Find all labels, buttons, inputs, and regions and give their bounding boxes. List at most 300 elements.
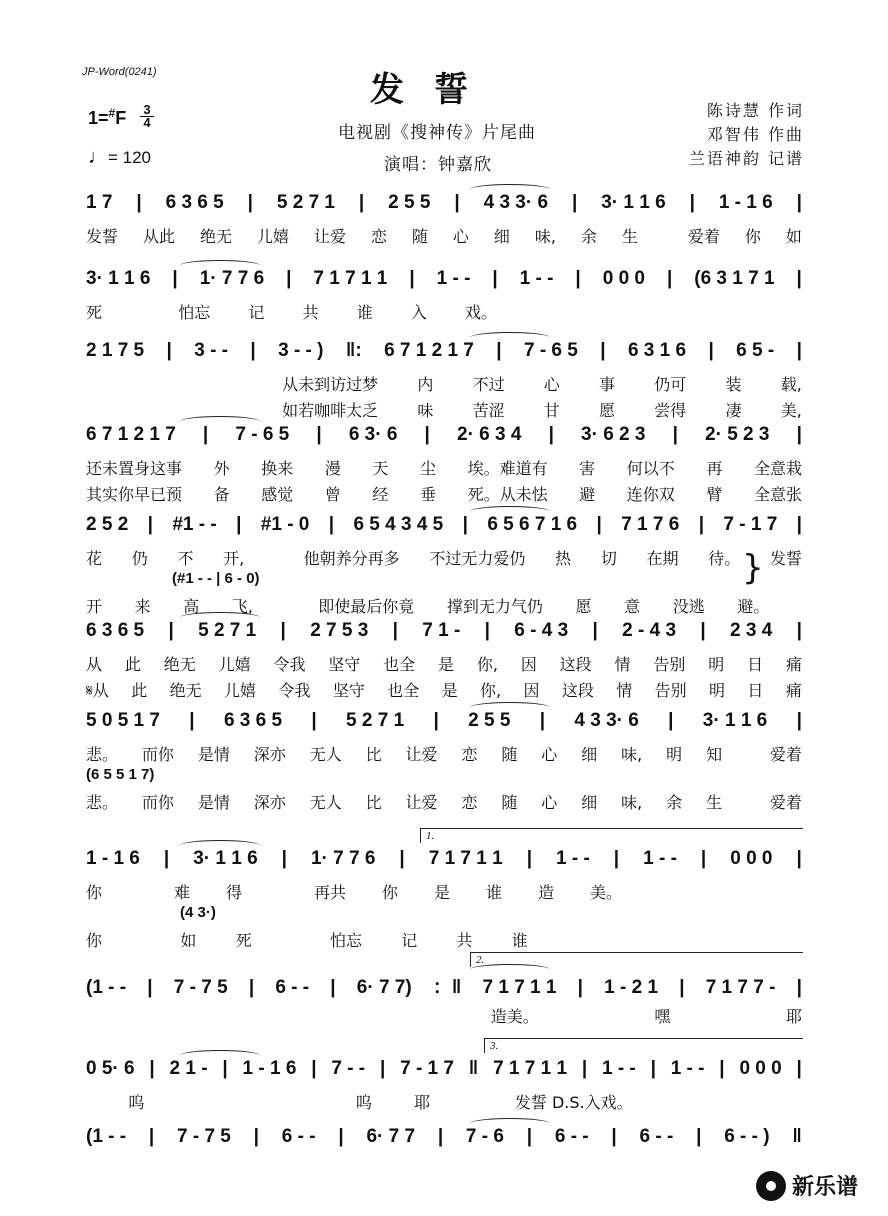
note-group: 1 - - [601, 1058, 636, 1079]
lyric-syllable: 还未置身这事 [86, 459, 183, 478]
lyric-syllable: 细 [493, 227, 510, 246]
lyric-syllable: 难 [173, 883, 190, 902]
note-group: 4 3 3· 6 [574, 710, 639, 731]
lyric-syllable: 爱着 [687, 227, 720, 246]
note-group: 6 3 1 6 [627, 340, 687, 361]
lyric-syllable: 绝无 [169, 681, 202, 700]
lyric-syllable: 痛 [785, 681, 802, 700]
note-group: 2 5 2 [86, 514, 129, 535]
barline: | [433, 710, 439, 731]
notation-line [86, 424, 802, 446]
lyric-syllable: 味, [621, 745, 643, 764]
lyric-syllable: 谁 [485, 883, 502, 902]
lyric-syllable: 撑到无力气仍 [446, 597, 543, 616]
barline: | [611, 1126, 617, 1147]
lyric-syllable: 是情 [197, 745, 230, 764]
lyric-syllable: 发誓 [86, 227, 119, 246]
note-group: 3· 1 1 6 [702, 710, 768, 731]
lyric-line [86, 456, 802, 479]
lyric-syllable: 待。 [708, 549, 741, 568]
note-group: 1· 7 7 6 [310, 848, 376, 869]
note-group: (1 - - [86, 1126, 127, 1147]
lyric-syllable: 愿 [575, 597, 592, 616]
note-group: 6 - - [275, 977, 310, 998]
lyric-syllable: 苦涩 [472, 401, 505, 420]
lyric-syllable: 共 [456, 931, 473, 950]
barline: | [148, 1126, 155, 1147]
barline: ‖ [468, 1058, 479, 1079]
barline: | [454, 192, 460, 213]
lyric-syllable: 绝无 [163, 655, 196, 674]
lyric-syllable: 怕忘 [178, 303, 211, 322]
lyric-line [86, 1090, 802, 1113]
barline: | [166, 340, 172, 361]
lyric-syllable: 日 [747, 655, 764, 674]
lyric-syllable: 心 [541, 745, 558, 764]
note-group: 7 1 7 1 1 [428, 848, 503, 869]
lyric-syllable: 儿嬉 [256, 227, 289, 246]
barline: | [222, 1058, 228, 1079]
note-group: 2 5 5 [468, 710, 511, 731]
note-group: 6 3 6 5 [223, 710, 283, 731]
barline: | [539, 710, 546, 731]
note-group: #1 - 0 [260, 514, 310, 535]
note-group: 6 - - ) [724, 1126, 770, 1147]
notation-line [86, 192, 802, 214]
barline: | [700, 620, 706, 641]
lyric-syllable: 再共 [313, 883, 346, 902]
lyric-syllable: 明 [709, 681, 726, 700]
lyric-syllable: 他朝养分再多 [303, 549, 400, 568]
note-group: 2 5 5 [388, 192, 431, 213]
lyric-syllable: 仍可 [654, 375, 687, 394]
volta-number: 2. [476, 954, 485, 966]
volta-number: 1. [426, 830, 435, 842]
barline: | [338, 1126, 344, 1147]
lyric-syllable: 情 [616, 681, 633, 700]
lyric-line [86, 546, 802, 569]
barline: | [248, 977, 255, 998]
lyric-syllable: 无人 [309, 745, 342, 764]
barline: | [316, 424, 322, 445]
lyric-syllable: 味 [417, 401, 434, 420]
lyric-syllable: 全意栽 [753, 459, 802, 478]
lyric-syllable: 从未到访过梦 [282, 375, 379, 394]
lyric-syllable: 你, [480, 681, 502, 700]
lyric-syllable: 载, [780, 375, 802, 394]
lyric-syllable: 细 [581, 745, 598, 764]
lyric-syllable: 这段 [559, 655, 592, 674]
note-group: 0 0 0 [730, 848, 773, 869]
barline: | [575, 268, 581, 289]
lyric-syllable: 不 [177, 549, 194, 568]
note-group: 3 - - [194, 340, 228, 361]
note-group: 6 - 4 3 [514, 620, 569, 641]
lyric-syllable: 死 [86, 303, 103, 322]
lyric-syllable: 爱着 [769, 793, 802, 812]
lyric-syllable: 从 [86, 655, 103, 674]
lyric-syllable: 随 [411, 227, 428, 246]
barline: | [548, 424, 554, 445]
lyric-syllable: 你, [476, 655, 498, 674]
lyric-syllable: 如若咖啡太乏 [282, 401, 379, 420]
slur [180, 612, 260, 623]
notation-line [86, 1058, 802, 1080]
barline: | [672, 424, 678, 445]
note-group: 6 5 6 7 1 6 [487, 514, 578, 535]
lyric-syllable: 味, [534, 227, 556, 246]
barline: | [679, 977, 685, 998]
lyric-syllable: 从此 [142, 227, 175, 246]
lyric-syllable: 事 [599, 375, 616, 394]
barline: | [698, 514, 705, 535]
lyric-syllable: 呜 [355, 1093, 372, 1112]
barline: | [280, 620, 286, 641]
lyric-syllable: 经 [372, 485, 389, 504]
note-group: 7 1 7 1 1 [482, 977, 557, 998]
note-group: 6 - - [639, 1126, 674, 1147]
barline: | [311, 1058, 317, 1079]
lyric-syllable: 你 [86, 883, 103, 902]
lyric-syllable: 怕忘 [329, 931, 362, 950]
lyric-syllable: 嘿 [654, 1007, 671, 1026]
barline: | [600, 340, 606, 361]
lyric-syllable: 死 [235, 931, 252, 950]
volta-number: 3. [490, 1040, 499, 1052]
barline: | [163, 848, 170, 869]
lyric-syllable: 是 [438, 655, 455, 674]
barline: | [136, 192, 142, 213]
slur [470, 506, 550, 517]
barline: | [328, 514, 335, 535]
volta-bracket [484, 1038, 803, 1053]
lyric-syllable: 让爱 [405, 793, 438, 812]
lyric-syllable: 余 [666, 793, 683, 812]
note-group: 2 1 7 5 [86, 340, 145, 361]
notation-line [86, 268, 802, 290]
lyric-syllable: 让爱 [405, 745, 438, 764]
lyric-syllable: 埃。难道有 [467, 459, 548, 478]
barline: | [202, 424, 209, 445]
note-group: 1 - - [670, 1058, 705, 1079]
lyric-syllable: 入 [410, 303, 427, 322]
lyric-syllable: 无人 [309, 793, 342, 812]
lyric-syllable: 儿嬉 [218, 655, 251, 674]
barline: | [571, 192, 578, 213]
note-group: 6· 7 7) [356, 977, 412, 998]
lyric-syllable: 尝得 [654, 401, 687, 420]
lyric-syllable: 谁 [511, 931, 528, 950]
lyric-syllable: 造 [537, 883, 554, 902]
lyric-line [86, 372, 802, 395]
lyric-syllable: 是情 [197, 793, 230, 812]
barline: | [281, 848, 287, 869]
lyric-line [86, 300, 802, 323]
note-group: (1 - - [86, 977, 127, 998]
key-signature: 1=#F [88, 106, 127, 128]
note-group: 7 - 6 [465, 1126, 504, 1147]
note-group: 5 2 7 1 [346, 710, 405, 731]
lyric-syllable: 臂 [706, 485, 723, 504]
note-group: #1 - - [172, 514, 217, 535]
lyric-syllable: 在期 [646, 549, 679, 568]
lyric-syllable: 而你 [141, 793, 174, 812]
lyric-syllable: 美。 [589, 883, 622, 902]
lyric-syllable: 何以不 [626, 459, 675, 478]
note-group: 2 3 4 [730, 620, 773, 641]
lyric-syllable: 仍 [131, 549, 148, 568]
lyric-line [86, 790, 802, 813]
lyric-syllable: 曾 [324, 485, 341, 504]
barline: | [484, 620, 490, 641]
note-group: 2· 6 3 4 [457, 424, 522, 445]
lyric-line [86, 224, 802, 247]
barline: | [492, 268, 498, 289]
lyric-syllable: 耶 [414, 1093, 431, 1112]
lyric-syllable: 这段 [561, 681, 594, 700]
lyric-syllable: 悲。 [86, 745, 119, 764]
note-group: 1 - - [436, 268, 471, 289]
note-group: 1 7 [86, 192, 113, 213]
lyric-syllable: 记 [248, 303, 265, 322]
barline: | [437, 1126, 444, 1147]
barline: | [577, 977, 583, 998]
lyric-syllable: 心 [541, 793, 558, 812]
lyric-syllable: 开, [223, 549, 245, 568]
song-title: 发誓 [370, 70, 498, 110]
note-group: 5 0 5 1 7 [86, 710, 160, 731]
lyric-syllable: 生 [706, 793, 723, 812]
lyric-syllable: 此 [131, 681, 148, 700]
slur [470, 702, 550, 713]
lyric-syllable: 是 [433, 883, 450, 902]
tempo-marking: ♩= 120 [88, 146, 152, 168]
note-group: 6 - - [554, 1126, 589, 1147]
note-group: 7 1 7 1 1 [493, 1058, 568, 1079]
barline: | [526, 848, 533, 869]
lyric-line [86, 652, 802, 675]
barline: | [592, 620, 598, 641]
note-group: 2 1 - [169, 1058, 208, 1079]
lyric-syllable: 害 [579, 459, 596, 478]
barline: | [696, 1126, 702, 1147]
barline: | [462, 514, 468, 535]
slur [470, 332, 550, 343]
note-group: 4 3 3· 6 [483, 192, 549, 213]
barline: | [247, 192, 253, 213]
lyric-line [86, 1004, 802, 1027]
lyric-syllable: 天 [372, 459, 389, 478]
lyric-syllable: 令我 [273, 655, 306, 674]
barline: ‖ [792, 1126, 802, 1147]
lyric-syllable: 尘 [419, 459, 436, 478]
barline: | [796, 424, 802, 445]
slur [180, 260, 260, 271]
lyric-syllable: 𝄋从 [86, 681, 109, 700]
barline: | [796, 977, 802, 998]
lyric-syllable: 你 [744, 227, 761, 246]
barline: | [358, 192, 365, 213]
lyric-syllable: 明 [708, 655, 725, 674]
note-group: 1 - 1 6 [718, 192, 773, 213]
barline: | [392, 620, 398, 641]
note-group: 6 7 1 2 1 7 [86, 424, 176, 445]
note-group: 1 - 1 6 [86, 848, 140, 869]
lyric-syllable: 来 [134, 597, 151, 616]
lyric-syllable: 知 [706, 745, 723, 764]
notation-line [86, 848, 802, 870]
lyric-syllable: 坚守 [332, 681, 365, 700]
lyric-syllable: 连你双 [626, 485, 675, 504]
barline: ‖: [345, 340, 362, 361]
lyric-syllable: 余 [580, 227, 597, 246]
note-group: 5 2 7 1 [198, 620, 257, 641]
note-group: 7 - 6 5 [235, 424, 290, 445]
note-group: 6 5 - [736, 340, 775, 361]
lyric-syllable: 随 [501, 745, 518, 764]
lyric-syllable: 意 [624, 597, 641, 616]
lyric-syllable: 换来 [261, 459, 294, 478]
slur [180, 840, 260, 851]
note-group: 6 3· 6 [348, 424, 398, 445]
barline: | [526, 1126, 533, 1147]
transcriber-credit: 兰语神韵 记谱 [688, 149, 804, 168]
note-group: 7 - 1 7 [400, 1058, 454, 1079]
lyric-syllable: 垂 [419, 485, 436, 504]
note-group: 5 2 7 1 [276, 192, 335, 213]
barline: | [189, 710, 195, 731]
barline: | [796, 710, 802, 731]
barline: | [796, 192, 802, 213]
notation-line [86, 340, 802, 362]
barline: | [700, 848, 707, 869]
barline: ：‖ [432, 977, 462, 998]
note-group: 0 0 0 [602, 268, 645, 289]
note-group: 3· 1 1 6 [601, 192, 666, 213]
lyric-syllable: 悲。 [86, 793, 119, 812]
lyric-line [86, 742, 802, 765]
barline: | [172, 268, 178, 289]
lyric-syllable: 味, [621, 793, 643, 812]
lyricist-credit: 陈诗慧 作词 [706, 101, 804, 120]
lyric-syllable: 造美。 [490, 1007, 539, 1026]
note-group: 7 1 7 7 - [705, 977, 776, 998]
note-group: 1 - - [643, 848, 677, 869]
lyric-line [86, 482, 802, 505]
lyric-syllable: 让爱 [313, 227, 346, 246]
barline: | [796, 848, 802, 869]
barline: | [253, 1126, 259, 1147]
lyric-syllable: 你 [381, 883, 398, 902]
barline: | [796, 514, 802, 535]
lyric-syllable: 备 [213, 485, 230, 504]
lyric-syllable: 不过 [472, 375, 505, 394]
lyric-syllable: 内 [417, 375, 434, 394]
barline: | [286, 268, 292, 289]
lyric-syllable: 恋 [370, 227, 387, 246]
note-group: 3· 1 1 6 [193, 848, 258, 869]
lyric-syllable: 发誓 [769, 549, 802, 568]
slur [470, 1118, 550, 1129]
note-group: 3 - - ) [278, 340, 324, 361]
lyric-syllable: 而你 [141, 745, 174, 764]
note-group: 1 - 1 6 [242, 1058, 297, 1079]
lyric-syllable: 比 [365, 745, 382, 764]
lyric-syllable: 即使最后你竟 [318, 597, 415, 616]
lyric-syllable: 凄 [725, 401, 742, 420]
note-group: 7 1 7 1 1 [313, 268, 388, 289]
barline: | [149, 1058, 155, 1079]
note-group: 7 1 7 6 [621, 514, 680, 535]
lyric-syllable: 愿 [599, 401, 616, 420]
lyric-syllable: 比 [365, 793, 382, 812]
barline: | [147, 514, 153, 535]
lyric-syllable: 因 [520, 655, 537, 674]
lyric-syllable: 如 [180, 931, 197, 950]
lyric-syllable: 死。从未怯 [467, 485, 548, 504]
lyric-line [86, 928, 802, 951]
lyric-syllable: 恋 [461, 793, 478, 812]
barline: | [147, 977, 153, 998]
lyric-syllable: 告别 [654, 681, 687, 700]
lyric-syllable: 心 [543, 375, 560, 394]
barline: | [399, 848, 405, 869]
lyric-line [86, 880, 802, 903]
lyric-syllable: 戏。 [464, 303, 497, 322]
lyric-syllable: 明 [666, 745, 683, 764]
note-group: 1· 7 7 6 [199, 268, 265, 289]
note-group: 0 0 0 [739, 1058, 782, 1079]
note-group: 2 7 5 3 [310, 620, 369, 641]
lyric-syllable: 深亦 [253, 745, 286, 764]
barline: | [708, 340, 714, 361]
lyric-syllable: 令我 [278, 681, 311, 700]
time-signature: 3 4 [140, 104, 154, 129]
barline: | [424, 424, 430, 445]
notation-line [86, 514, 802, 536]
lyric-syllable: 你 [86, 931, 103, 950]
slur [180, 1050, 260, 1061]
volta-bracket [420, 828, 803, 843]
barline: | [330, 977, 336, 998]
lyric-syllable: 花 [86, 549, 103, 568]
barline: | [236, 514, 242, 535]
site-logo [756, 1170, 858, 1201]
lyric-syllable: 心 [452, 227, 469, 246]
lyric-syllable: 如 [785, 227, 802, 246]
composer-credit: 邓智伟 作曲 [706, 125, 804, 144]
lyric-brace: } [742, 548, 764, 588]
note-group: 6 5 4 3 4 5 [353, 514, 444, 535]
note-group: 6 - - [281, 1126, 316, 1147]
lyric-syllable: 恋 [461, 745, 478, 764]
lyric-syllable: 呜 [128, 1093, 145, 1112]
alternate-notes: (4 3·) [180, 904, 216, 921]
lyric-syllable: 情 [614, 655, 631, 674]
slur [180, 416, 260, 427]
lyric-syllable: 是 [441, 681, 458, 700]
barline: | [796, 340, 802, 361]
alternate-notes: (6 5 5 1 7) [86, 766, 155, 783]
note-group: 7 - 6 5 [523, 340, 578, 361]
lyric-syllable: 美, [780, 401, 802, 420]
lyric-syllable: 随 [501, 793, 518, 812]
barline: | [250, 340, 256, 361]
lyric-syllable: 全意张 [753, 485, 802, 504]
note-group: 6 3 6 5 [86, 620, 145, 641]
alternate-notes: (#1 - - | 6 - 0) [172, 570, 260, 587]
lyric-syllable: 生 [621, 227, 638, 246]
